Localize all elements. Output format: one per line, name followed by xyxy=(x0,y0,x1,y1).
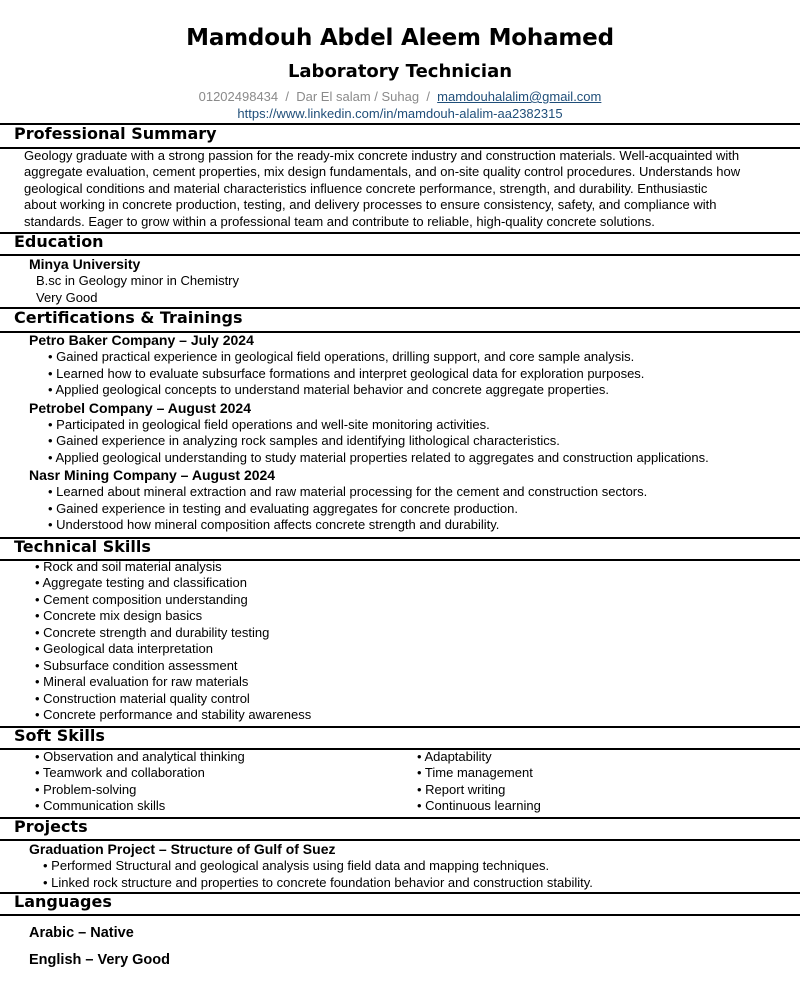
certification-bullet: • Applied geological concepts to understand material behavior and concrete aggregate properties. xyxy=(48,382,610,397)
soft-skill-item: • Communication skills xyxy=(35,798,166,813)
section-title: Professional Summary xyxy=(14,124,217,143)
section-title: Education xyxy=(14,232,104,251)
soft-skill-item: • Problem-solving xyxy=(35,782,137,797)
summary-line: aggregate evaluation, cement properties, mix design fundamentals, and on-site quality control procedures. Understands how xyxy=(24,164,741,180)
job-title: Laboratory Technician xyxy=(287,61,513,82)
phone-number: 01202498434 xyxy=(198,89,279,104)
linkedin-link[interactable]: https://www.linkedin.com/in/mamdouh-alalim-aa2382315 xyxy=(237,106,563,121)
soft-skill-item: • Teamwork and collaboration xyxy=(35,765,205,780)
project-bullet: • Performed Structural and geological analysis using field data and mapping techniques. xyxy=(43,858,550,873)
technical-skill-item: • Subsurface condition assessment xyxy=(35,658,238,673)
candidate-name: Mamdouh Abdel Aleem Mohamed xyxy=(186,25,614,51)
summary-line: standards. Eager to grow within a professional team and contribute to reliable, high-quality concrete solutions. xyxy=(24,213,655,229)
university-name: Minya University xyxy=(29,256,141,272)
certification-bullet: • Participated in geological field operations and well-site monitoring activities. xyxy=(48,417,490,432)
soft-skill-item: • Observation and analytical thinking xyxy=(35,749,245,764)
section-title: Languages xyxy=(14,892,112,911)
contact-line xyxy=(0,89,800,104)
project-bullet: • Linked rock structure and properties to concrete foundation behavior and construction stability. xyxy=(43,875,593,890)
certification-bullet: • Gained experience in testing and evaluating aggregates for concrete production. xyxy=(48,501,518,516)
technical-skill-item: • Geological data interpretation xyxy=(35,641,213,656)
certification-bullet: • Learned about mineral extraction and raw material processing for the cement and construction sectors. xyxy=(48,484,648,499)
summary-line: Geology graduate with a strong passion for the ready-mix concrete industry and construction materials. Well-acquainted with xyxy=(24,148,740,163)
certification-bullet: • Applied geological understanding to study material properties related to aggregates and construction applications. xyxy=(48,450,709,465)
certification-bullet: • Learned how to evaluate subsurface formations and interpret geological data for exploration purposes. xyxy=(48,366,645,381)
soft-skill-item: • Report writing xyxy=(417,782,506,797)
summary-text xyxy=(24,148,764,230)
soft-skill-item: • Time management xyxy=(417,765,533,780)
soft-skill-item: • Continuous learning xyxy=(417,798,541,813)
technical-skill-item: • Concrete strength and durability testing xyxy=(35,625,270,640)
divider xyxy=(0,817,800,819)
contact-separator: / xyxy=(285,89,289,104)
technical-skill-item: • Cement composition understanding xyxy=(35,592,248,607)
language-item: English – Very Good xyxy=(29,952,171,968)
certification-bullet: • Gained practical experience in geological field operations, drilling support, and core sample analysis. xyxy=(48,349,635,364)
divider xyxy=(0,726,800,728)
divider xyxy=(0,232,800,234)
project-title: Graduation Project – Structure of Gulf of Suez xyxy=(29,841,336,857)
contact-separator: / xyxy=(426,89,430,104)
section-title: Soft Skills xyxy=(14,726,105,745)
soft-skill-item: • Adaptability xyxy=(417,749,492,764)
technical-skill-item: • Aggregate testing and classification xyxy=(35,575,247,590)
technical-skill-item: • Construction material quality control xyxy=(35,691,250,706)
certification-bullet: • Gained experience in analyzing rock samples and identifying lithological characteristics. xyxy=(48,433,560,448)
degree: B.sc in Geology minor in Chemistry xyxy=(36,273,240,288)
certification-title: Nasr Mining Company – August 2024 xyxy=(29,467,276,483)
language-item: Arabic – Native xyxy=(29,925,134,941)
technical-skill-item: • Rock and soil material analysis xyxy=(35,559,222,574)
section-title: Certifications & Trainings xyxy=(14,308,243,327)
location: Dar El salam / Suhag xyxy=(296,89,420,104)
divider xyxy=(0,892,800,894)
technical-skill-item: • Concrete mix design basics xyxy=(35,608,203,623)
email-link[interactable]: mamdouhalalim@gmail.com xyxy=(437,89,602,104)
section-title: Projects xyxy=(14,817,88,836)
grade: Very Good xyxy=(36,290,98,305)
divider xyxy=(0,914,800,916)
summary-line: geological conditions and material characteristics influence concrete performance, strength, and durability. Enthusiastic xyxy=(24,180,708,196)
summary-line: about working in concrete production, testing, and delivery processes to ensure consistency, safety, and compliance with xyxy=(24,197,717,213)
certification-bullet: • Understood how mineral composition affects concrete strength and durability. xyxy=(48,517,500,532)
technical-skill-item: • Concrete performance and stability awareness xyxy=(35,707,312,722)
technical-skill-item: • Mineral evaluation for raw materials xyxy=(35,674,249,689)
section-title: Technical Skills xyxy=(14,537,151,556)
certification-title: Petrobel Company – August 2024 xyxy=(29,400,251,416)
certification-title: Petro Baker Company – July 2024 xyxy=(29,332,254,348)
